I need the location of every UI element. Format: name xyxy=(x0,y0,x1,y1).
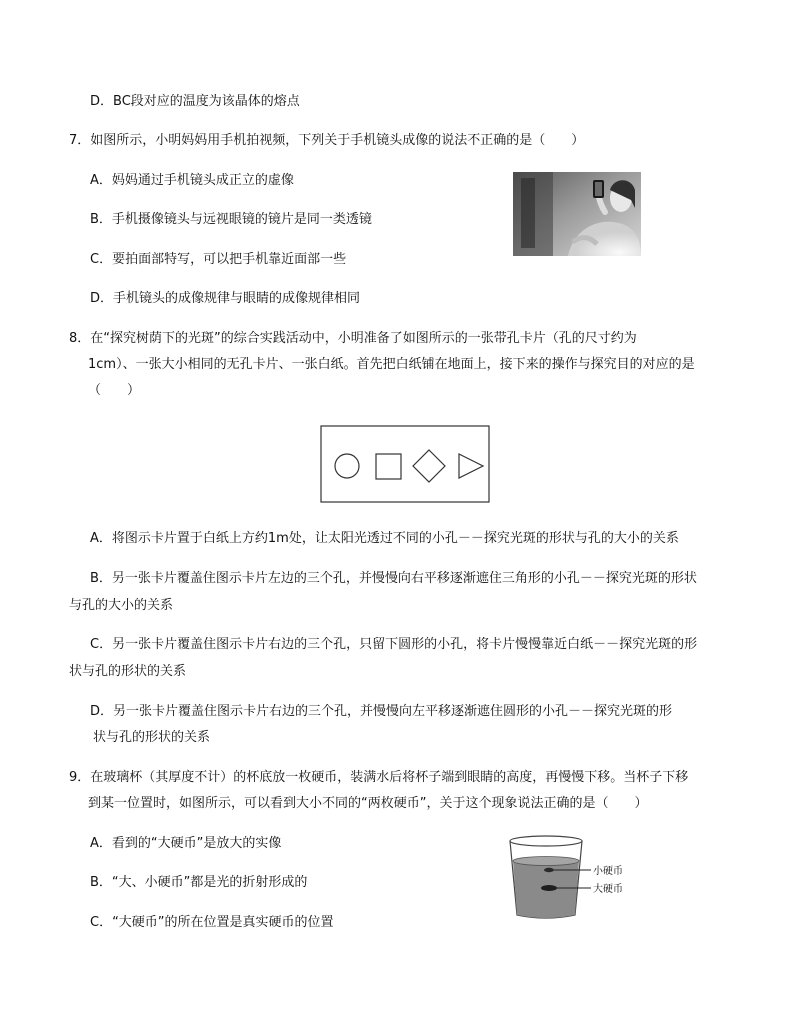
q9-stem-line1: 9．在玻璃杯（其厚度不计）的杯底放一枚硬币，装满水后将杯子端到眼睛的高度，再慢慢下移。当杯子下移 xyxy=(69,770,689,785)
q9-option-a: A．看到的“大硬币”是放大的实像 xyxy=(90,836,282,851)
q8-option-c-line1: C．另一张卡片覆盖住图示卡片右边的三个孔，只留下圆形的小孔，将卡片慢慢靠近白纸－－探究光斑的形 xyxy=(90,637,698,652)
q7-option-b: B．手机摄像镜头与远视眼镜的镜片是同一类透镜 xyxy=(90,212,372,227)
q7-option-a: A．妈妈通过手机镜头成正立的虚像 xyxy=(90,173,294,188)
q8-option-d-line1: D．另一张卡片覆盖住图示卡片右边的三个孔，并慢慢向左平移逐渐遮住圆形的小孔－－探究光斑的形 xyxy=(90,704,673,719)
small-coin-label: 小硬币 xyxy=(593,866,623,877)
big-coin-icon xyxy=(541,885,557,891)
q9-stem-line2: 到某一位置时，如图所示，可以看到大小不同的“两枚硬币”，关于这个现象说法正确的是（ ） xyxy=(88,796,648,811)
q8-stem-line2: 1cm）、一张大小相同的无孔卡片、一张白纸。首先把白纸铺在地面上，接下来的操作与探究目的对应的是 xyxy=(88,357,695,372)
q7-option-d: D．手机镜头的成像规律与眼睛的成像规律相同 xyxy=(90,291,361,306)
phone-photo-image xyxy=(513,172,641,256)
q7-option-c: C．要拍面部特写，可以把手机靠近面部一些 xyxy=(90,252,347,267)
q8-card-figure xyxy=(320,425,490,503)
q9-option-b: B．“大、小硬币”都是光的折射形成的 xyxy=(90,875,308,890)
q8-option-b-line1: B．另一张卡片覆盖住图示卡片左边的三个孔，并慢慢向右平移逐渐遮住三角形的小孔－－探究光斑的形状 xyxy=(90,571,697,586)
q8-stem-line3: （ ） xyxy=(88,383,141,398)
cup-rim xyxy=(510,836,582,846)
q7-stem: 7．如图所示，小明妈妈用手机拍视频，下列关于手机镜头成像的说法不正确的是（ ） xyxy=(69,133,585,148)
q9-option-c: C．“大硬币”的所在位置是真实硬币的位置 xyxy=(90,915,334,930)
prev-option-d: D．BC段对应的温度为该晶体的熔点 xyxy=(90,94,300,109)
q9-cup-figure xyxy=(505,835,645,923)
big-coin-label: 大硬币 xyxy=(593,884,623,895)
card-outline xyxy=(321,426,489,502)
q8-option-c-line2: 状与孔的形状的关系 xyxy=(69,664,187,679)
q8-option-b-line2: 与孔的大小的关系 xyxy=(69,598,174,613)
q8-stem-line1: 8．在“探究树荫下的光斑”的综合实践活动中，小明准备了如图所示的一张带孔卡片（孔的尺寸约为 xyxy=(69,331,637,346)
q8-option-a-line1: A．将图示卡片置于白纸上方约1m处，让太阳光透过不同的小孔－－探究光斑的形状与孔的大小的关系 xyxy=(90,531,679,546)
q8-option-d-line2: 状与孔的形状的关系 xyxy=(93,730,211,745)
small-coin-icon xyxy=(544,868,554,872)
q7-photo xyxy=(513,172,641,256)
